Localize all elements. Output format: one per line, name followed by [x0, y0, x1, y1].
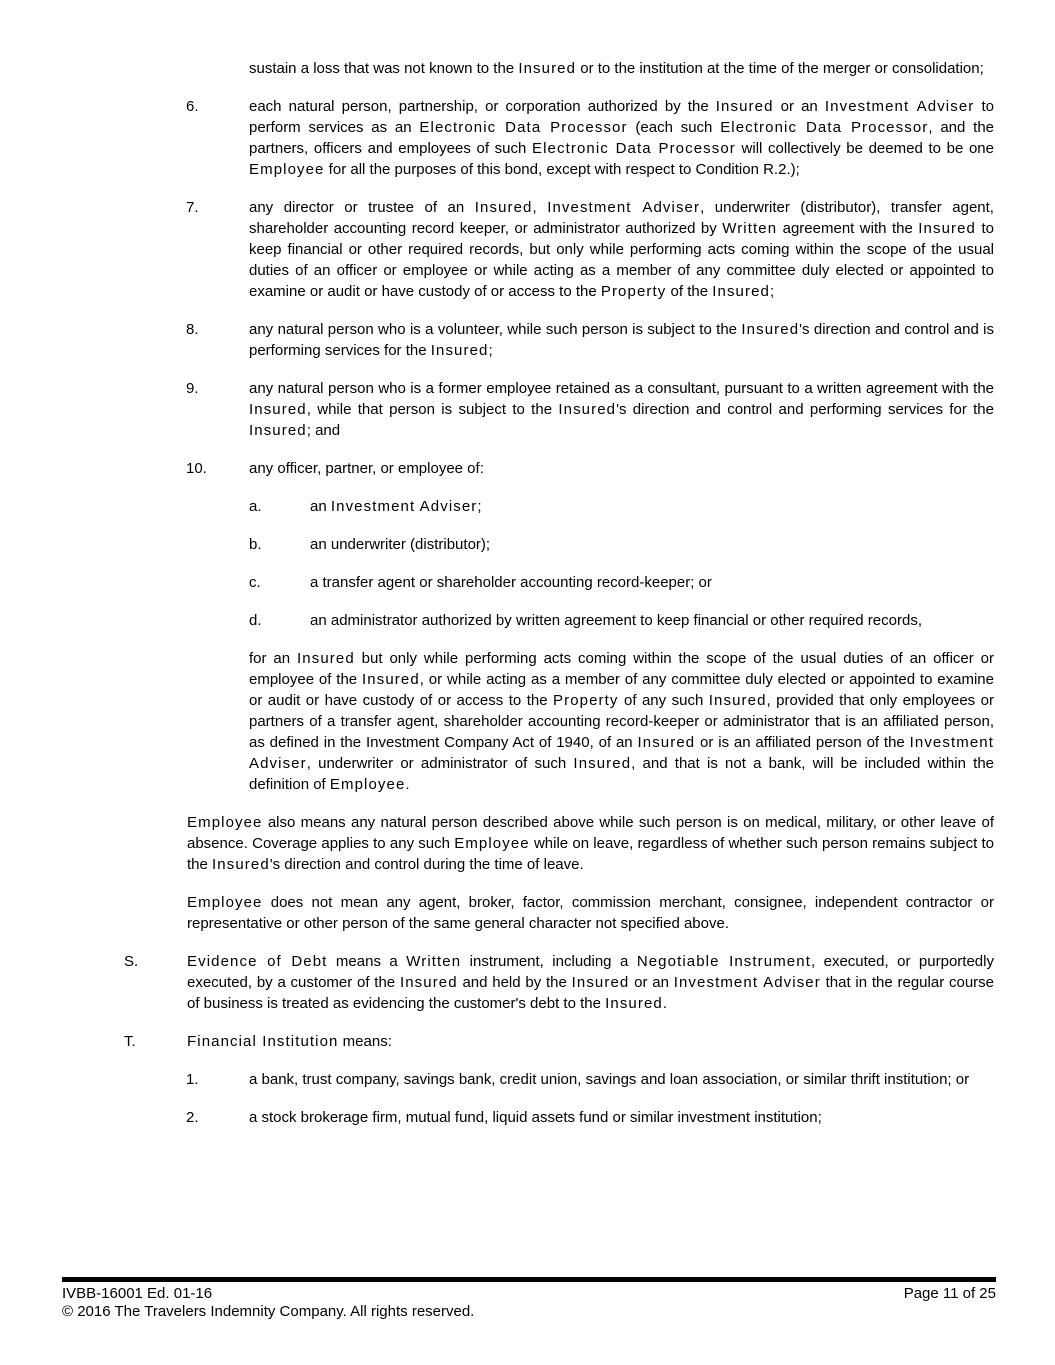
text-run: ;	[769, 283, 775, 300]
copyright-notice: © 2016 The Travelers Indemnity Company. All rights reserved.	[62, 1303, 475, 1320]
text-run: each natural person, partnership, or corporation authorized by the	[249, 98, 716, 115]
defined-term: Insured	[715, 98, 774, 115]
item-text	[310, 534, 994, 555]
defined-term: Investment Adviser	[673, 974, 821, 991]
defined-term: Investment Adviser	[330, 498, 478, 515]
footer-divider	[62, 1277, 996, 1282]
list-item	[186, 458, 994, 479]
page-indicator: Page 11 of 25	[903, 1285, 996, 1302]
defined-term: Insured	[399, 974, 458, 991]
text-run: , or while acting as a member of any committee duly elected or appointed to examine or audit or have custody of or access to the	[249, 671, 994, 709]
defined-term: Electronic Data Processor	[720, 119, 929, 136]
text-run: means a	[327, 953, 407, 970]
defined-term: Employee	[329, 776, 406, 793]
item-label: c.	[249, 574, 261, 591]
text-run: any director or trustee of an	[249, 199, 475, 216]
text-run: 's direction and control and is performing services for the	[249, 321, 994, 359]
page-footer	[62, 1285, 996, 1321]
item-label: 2.	[186, 1109, 199, 1126]
defined-term: Negotiable Instrument	[636, 953, 811, 970]
list-item	[186, 1107, 994, 1128]
defined-term: Insured	[712, 283, 770, 300]
text-run: but only while performing acts coming within the scope of the usual duties of an officer or employee of the	[249, 650, 995, 688]
text-run: , and that is not a bank, will be included within the definition of	[249, 755, 995, 793]
defined-term: Employee	[249, 161, 325, 178]
item-label: S.	[124, 953, 139, 970]
list-item	[186, 319, 994, 361]
paragraph	[187, 892, 994, 934]
list-item	[124, 951, 994, 1014]
defined-term: Property	[600, 283, 667, 300]
item-label: 6.	[186, 98, 199, 115]
text-run: ;	[488, 342, 493, 359]
item-text	[187, 1031, 994, 1052]
defined-term: Insured	[605, 995, 663, 1012]
defined-term: Insured	[558, 401, 617, 418]
text-run: any officer, partner, or employee of:	[249, 460, 484, 477]
text-run: ,	[532, 199, 548, 216]
defined-term: Insured	[249, 422, 307, 439]
item-text	[187, 951, 994, 1014]
text-run: (each such	[627, 119, 721, 136]
defined-term: Insured	[474, 199, 533, 216]
defined-term: Investment Adviser	[547, 199, 701, 216]
text-run: 's direction and control during the time of leave.	[269, 856, 584, 873]
item-text	[249, 319, 994, 361]
text-run: a bank, trust company, savings bank, credit union, savings and loan association, or similar thrift institution; or	[249, 1071, 970, 1088]
text-run: will collectively be deemed to be one	[735, 140, 994, 157]
defined-term: Investment Adviser	[249, 734, 994, 772]
defined-term: Financial Institution	[187, 1033, 339, 1050]
defined-term: Insured	[708, 692, 767, 709]
text-run: any natural person who is a former employee retained as a consultant, pursuant to a written agreement with the	[249, 380, 994, 397]
paragraph	[249, 58, 994, 79]
item-text	[249, 1069, 994, 1090]
defined-term: Electronic Data Processor	[419, 119, 628, 136]
defined-term: Investment Adviser	[824, 98, 975, 115]
text-run: or is an affiliated person of the	[695, 734, 910, 751]
defined-term: Property	[553, 692, 619, 709]
footer-row	[62, 1285, 996, 1303]
list-item	[186, 378, 994, 441]
text-run: or an	[773, 98, 825, 115]
text-run: , underwriter (distributor), transfer agent, shareholder accounting record keeper, or administrator authorized by	[249, 199, 994, 237]
text-run: also means any natural person described above while such person is on medical, military, or other leave of absence. Coverage applies to any such	[187, 814, 994, 852]
text-run: of the	[666, 283, 713, 300]
text-run: 's direction and control and performing services for the	[616, 401, 994, 418]
document-body	[0, 58, 1055, 1145]
item-text	[249, 378, 994, 441]
text-run: or to the institution at the time of the merger or consolidation;	[576, 60, 984, 77]
list-item	[186, 96, 994, 180]
defined-term: Written	[722, 220, 778, 237]
text-run: ;	[477, 498, 482, 515]
item-label: 9.	[186, 380, 199, 397]
item-label: 7.	[186, 199, 199, 216]
item-text	[310, 496, 994, 517]
defined-term: Employee	[187, 894, 263, 911]
defined-term: Electronic Data Processor	[532, 140, 736, 157]
paragraph	[187, 812, 994, 875]
text-run: , executed, or purportedly executed, by a customer of the	[187, 953, 994, 991]
defined-term: Employee	[454, 835, 530, 852]
list-item	[186, 197, 994, 302]
text-run: and held by the	[457, 974, 572, 991]
defined-term: Insured	[918, 220, 976, 237]
item-label: 10.	[186, 460, 207, 477]
text-run: a stock brokerage firm, mutual fund, liquid assets fund or similar investment institution;	[249, 1109, 822, 1126]
text-run: for an	[249, 650, 298, 667]
text-run: any natural person who is a volunteer, while such person is subject to the	[249, 321, 742, 338]
item-label: T.	[124, 1033, 136, 1050]
text-run: .	[405, 776, 410, 793]
item-text	[249, 96, 994, 180]
text-run: an administrator authorized by written agreement to keep financial or other required records,	[310, 612, 922, 629]
item-label: b.	[249, 536, 262, 553]
text-run: or an	[629, 974, 674, 991]
item-text	[249, 458, 994, 479]
defined-term: Employee	[187, 814, 263, 831]
text-run: an	[310, 498, 331, 515]
text-run: ; and	[306, 422, 341, 439]
defined-term: Insured	[249, 401, 307, 418]
defined-term: Insured	[571, 974, 630, 991]
list-item	[186, 1069, 994, 1090]
text-run: .	[662, 995, 668, 1012]
list-item	[249, 534, 994, 555]
text-run: , and the partners, officers and employees of such	[249, 119, 995, 157]
text-run: agreement with the	[777, 220, 919, 237]
defined-term: Evidence of Debt	[187, 953, 328, 970]
defined-term: Insured	[518, 60, 577, 77]
text-run: instrument, including a	[461, 953, 637, 970]
defined-term: Written	[406, 953, 462, 970]
text-run: while on leave, regardless of whether such person remains subject to the	[187, 835, 994, 873]
item-label: a.	[249, 498, 262, 515]
defined-term: Insured	[297, 650, 355, 667]
list-item	[249, 572, 994, 593]
text-run: means:	[338, 1033, 392, 1050]
text-run: , while that person is subject to the	[306, 401, 559, 418]
defined-term: Insured	[637, 734, 696, 751]
text-run: that in the regular course of business is treated as evidencing the customer's debt to the	[187, 974, 994, 1012]
defined-term: Insured	[741, 321, 800, 338]
paragraph	[249, 648, 994, 795]
text-run: does not mean any agent, broker, factor, commission merchant, consignee, independent contractor or representative or other person of the same general character not specified above.	[187, 894, 994, 932]
item-text	[310, 572, 994, 593]
text-run: to keep financial or other required records, but only while performing acts coming within the scope of the usual duties of an officer or employee or while acting as a member of any committee duly elected or appointed to examine or audit or have custody of or access to the	[249, 220, 994, 300]
list-item	[124, 1031, 994, 1052]
text-run: a transfer agent or shareholder accounting record-keeper; or	[310, 574, 712, 591]
form-number: IVBB-16001 Ed. 01-16	[62, 1285, 213, 1302]
text-run: an underwriter (distributor);	[310, 536, 491, 553]
item-label: d.	[249, 612, 262, 629]
defined-term: Insured	[212, 856, 270, 873]
item-text	[310, 610, 994, 631]
text-run: sustain a loss that was not known to the	[249, 60, 519, 77]
text-run: , provided that only employees or partners of a transfer agent, shareholder accounting record-keeper or administrator that is an affiliated person, as defined in the Investment Company Act of 1940, of an	[249, 692, 994, 751]
item-text	[249, 1107, 994, 1128]
text-run: of any such	[618, 692, 709, 709]
defined-term: Insured	[573, 755, 632, 772]
defined-term: Insured	[362, 671, 420, 688]
list-item	[249, 610, 994, 631]
text-run: , underwriter or administrator of such	[306, 755, 574, 772]
defined-term: Insured	[430, 342, 489, 359]
text-run: to perform services as an	[249, 98, 994, 136]
text-run: for all the purposes of this bond, except with respect to Condition R.2.);	[324, 161, 800, 178]
item-label: 8.	[186, 321, 199, 338]
list-item	[249, 496, 994, 517]
item-text	[249, 197, 994, 302]
item-label: 1.	[186, 1071, 199, 1088]
